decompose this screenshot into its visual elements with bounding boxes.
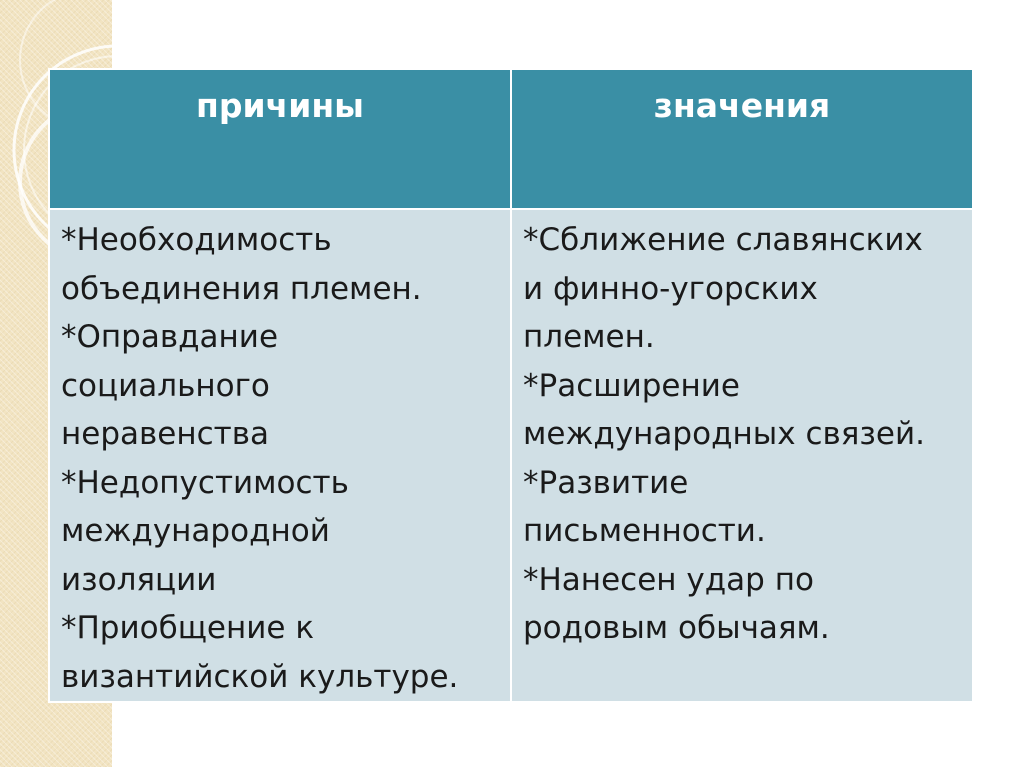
- meanings-cell: [511, 209, 973, 702]
- cause-line: *Необходимость: [61, 222, 332, 258]
- cause-line: объединения племен.: [61, 270, 422, 307]
- meaning-line: родовым обычаям.: [523, 610, 830, 646]
- meaning-line: племен.: [523, 319, 655, 355]
- comparison-table: [48, 68, 974, 703]
- meaning-line: *Расширение: [523, 367, 740, 404]
- causes-cell: [49, 209, 511, 702]
- cause-line: *Приобщение к: [61, 610, 315, 646]
- cause-line: *Недопустимость: [61, 464, 349, 501]
- cause-line: изоляции: [61, 561, 217, 598]
- meaning-line: *Развитие: [523, 464, 689, 501]
- cause-line: международной: [61, 513, 330, 549]
- meaning-line: *Нанесен удар по: [523, 561, 814, 598]
- table-header-row: [49, 69, 973, 209]
- cause-line: *Оправдание: [61, 319, 279, 355]
- meaning-line: *Сближение славянских: [523, 222, 923, 258]
- header-causes: причины: [49, 69, 511, 209]
- cause-line: византийской культуре.: [61, 658, 459, 695]
- table-row: [49, 209, 973, 702]
- meaning-line: международных связей.: [523, 416, 925, 452]
- meaning-line: письменности.: [523, 513, 766, 549]
- meaning-line: и финно-угорских: [523, 270, 818, 307]
- comparison-table-container: [48, 68, 974, 695]
- cause-line: неравенства: [61, 416, 269, 452]
- header-meanings: значения: [511, 69, 973, 209]
- cause-line: социального: [61, 367, 270, 404]
